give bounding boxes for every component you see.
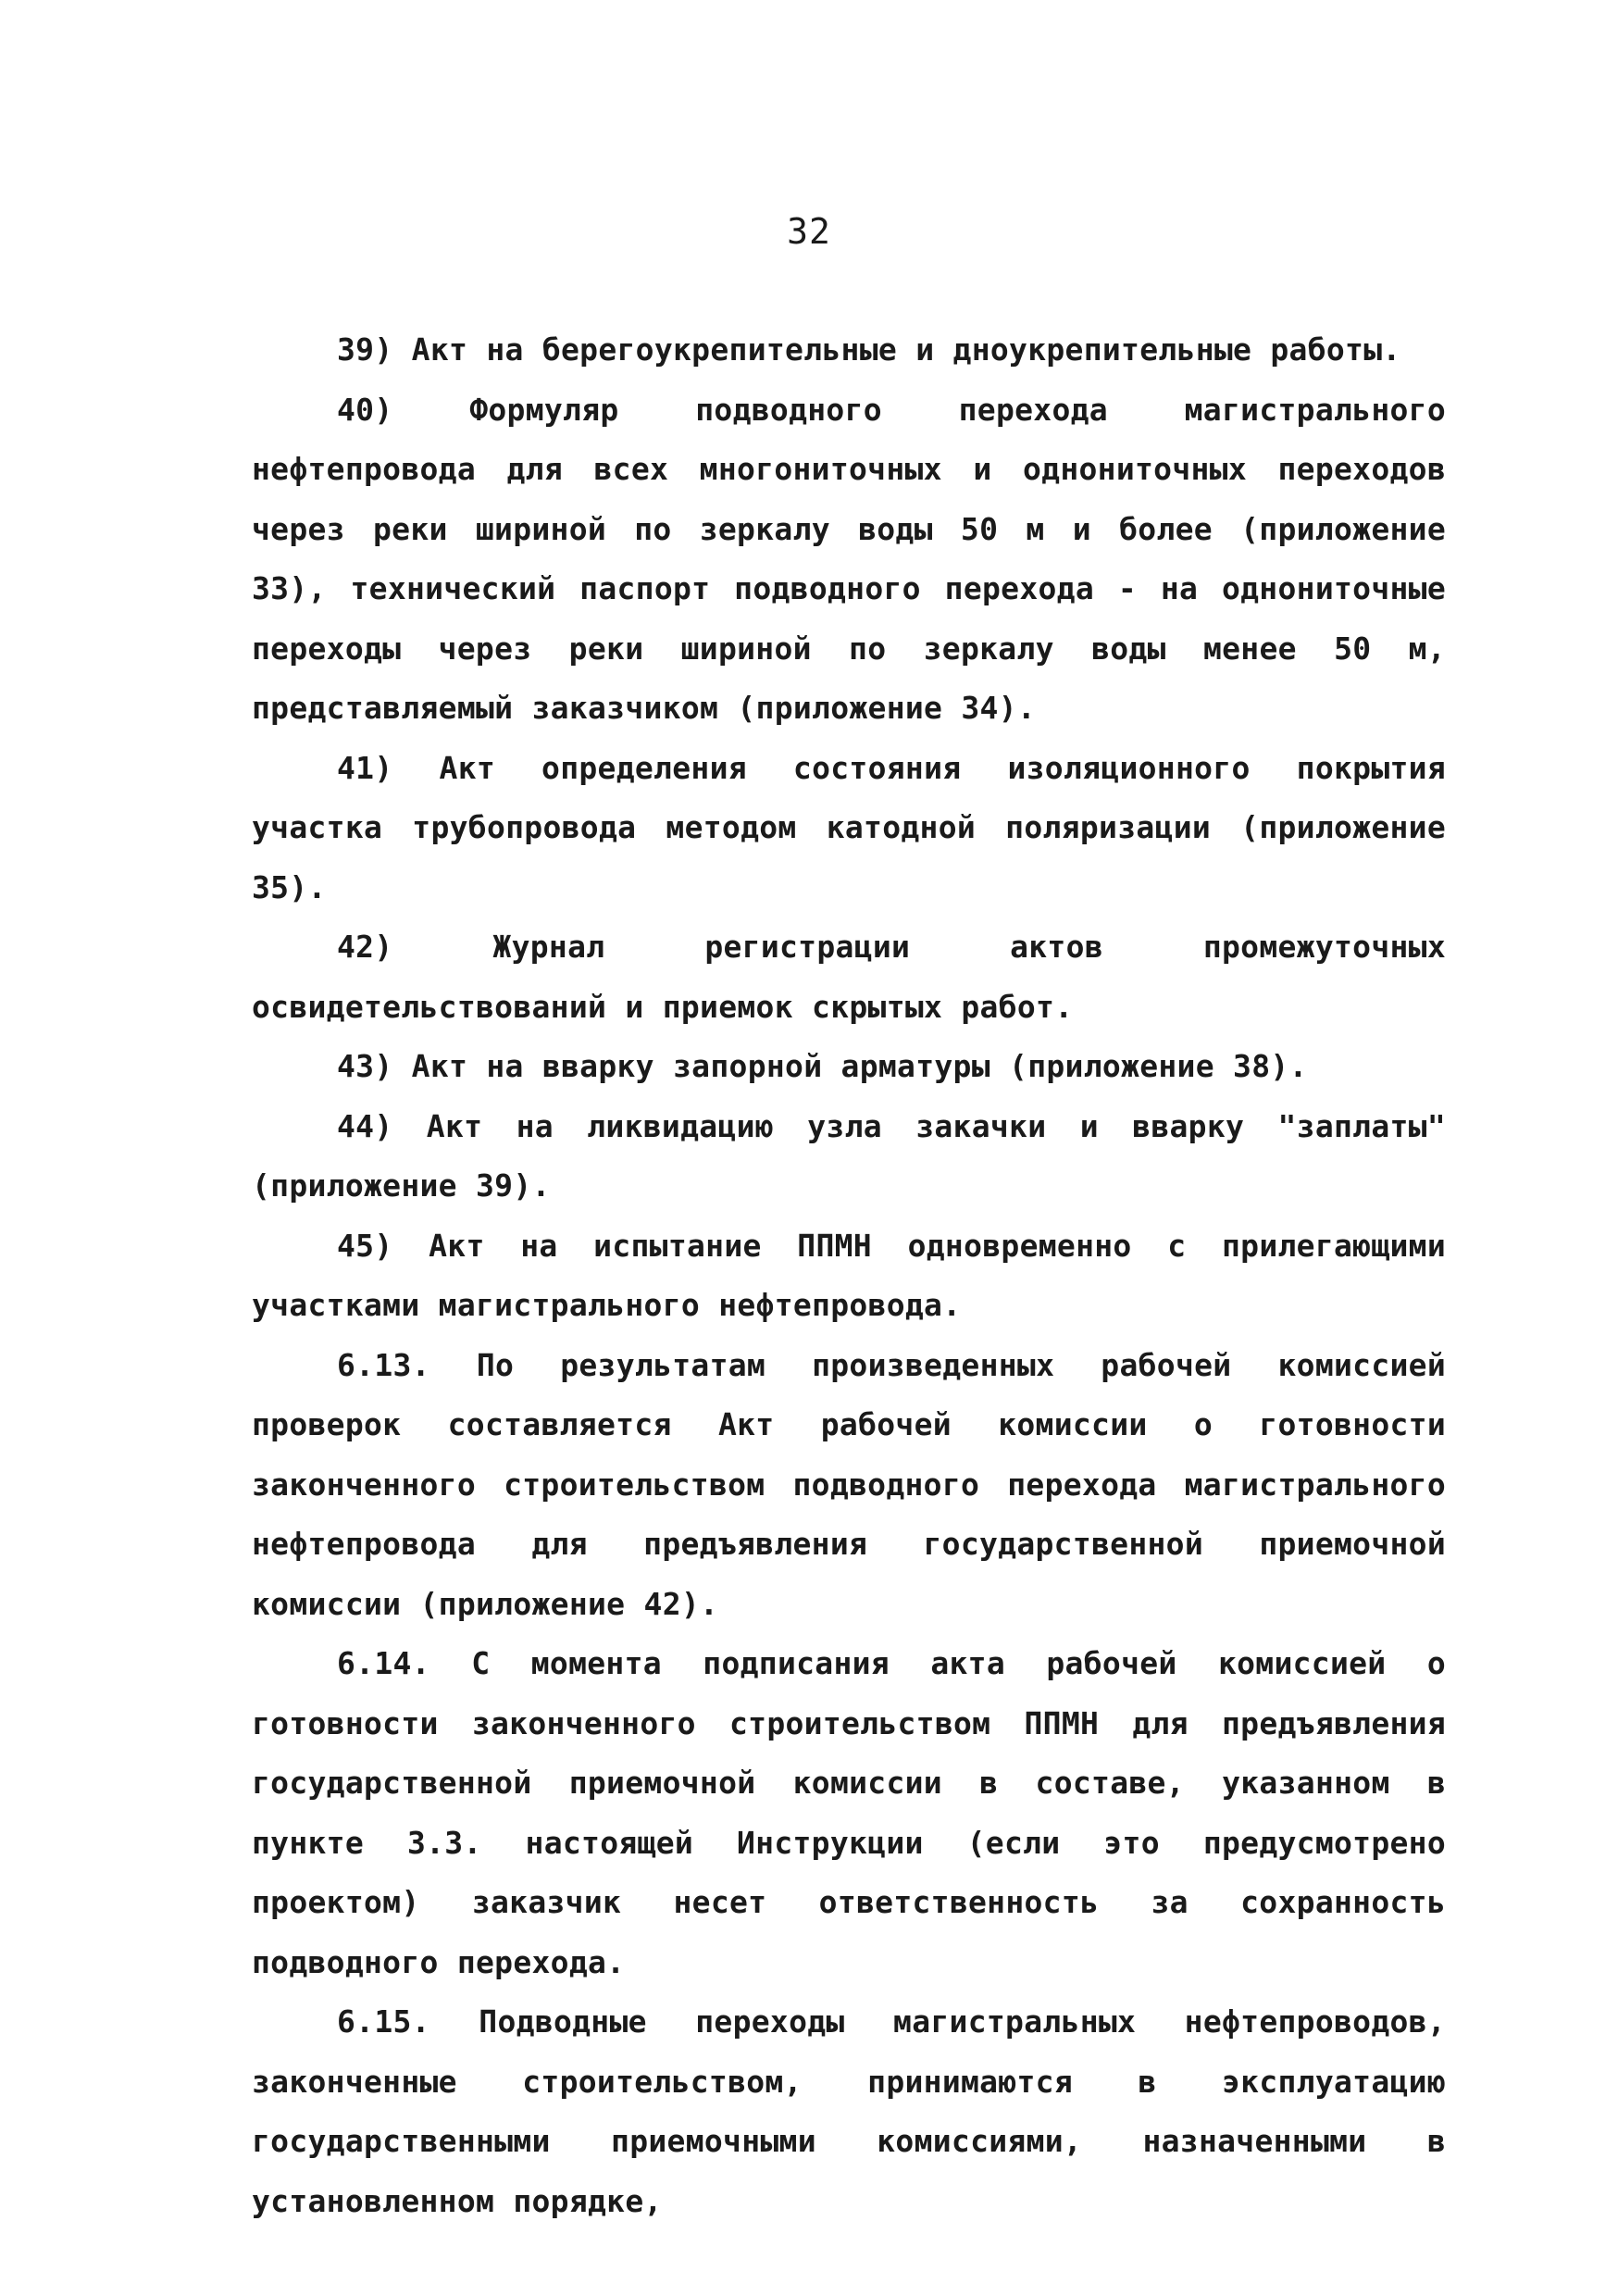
- list-item-45: 45) Акт на испытание ППМН одновременно с прилегающими участками магистрального нефтепровода.: [252, 1227, 1446, 1323]
- list-item-44: 44) Акт на ликвидацию узла закачки и вварку "заплаты" (приложение 39).: [252, 1107, 1446, 1204]
- clause-6-15: 6.15. Подводные переходы магистральных нефтепроводов, законченные строительством, принимаются в эксплуатацию государственными приемочными комиссиями, назначенными в установленном порядке,: [252, 2003, 1446, 2219]
- list-item-43: 43) Акт на вварку запорной арматуры (приложение 38).: [337, 1048, 1308, 1084]
- clause-6-14: 6.14. С момента подписания акта рабочей комиссией о готовности законченного строительством ППМН для предъявления государственной приемочной комиссии в составе, указанном в пункте 3.3. настоящей Инструкции (если это предусмотрено проектом) заказчик несет ответственность за сохранность подводного перехода.: [252, 1645, 1446, 1980]
- page-number: 32: [787, 211, 831, 252]
- list-item-39: 39) Акт на берегоукрепительные и дноукрепительные работы.: [337, 331, 1401, 368]
- list-item-42: 42) Журнал регистрации актов промежуточных освидетельствований и приемок скрытых работ.: [252, 929, 1446, 1025]
- list-item-41: 41) Акт определения состояния изоляционного покрытия участка трубопровода методом катодной поляризации (приложение 35).: [252, 749, 1446, 905]
- clause-6-13: 6.13. По результатам произведенных рабочей комиссией проверок составляется Акт рабочей комиссии о готовности законченного строительством подводного перехода магистрального нефтепровода для предъявления государственной приемочной комиссии (приложение 42).: [252, 1346, 1446, 1622]
- document-body: [252, 320, 1446, 2231]
- list-item-40: 40) Формуляр подводного перехода магистрального нефтепровода для всех многониточных и однониточных переходов через реки шириной по зеркалу воды 50 м и более (приложение 33), технический паспорт подводного перехода - на однониточные переходы через реки шириной по зеркалу воды менее 50 м, представляемый заказчиком (приложение 34).: [252, 391, 1446, 726]
